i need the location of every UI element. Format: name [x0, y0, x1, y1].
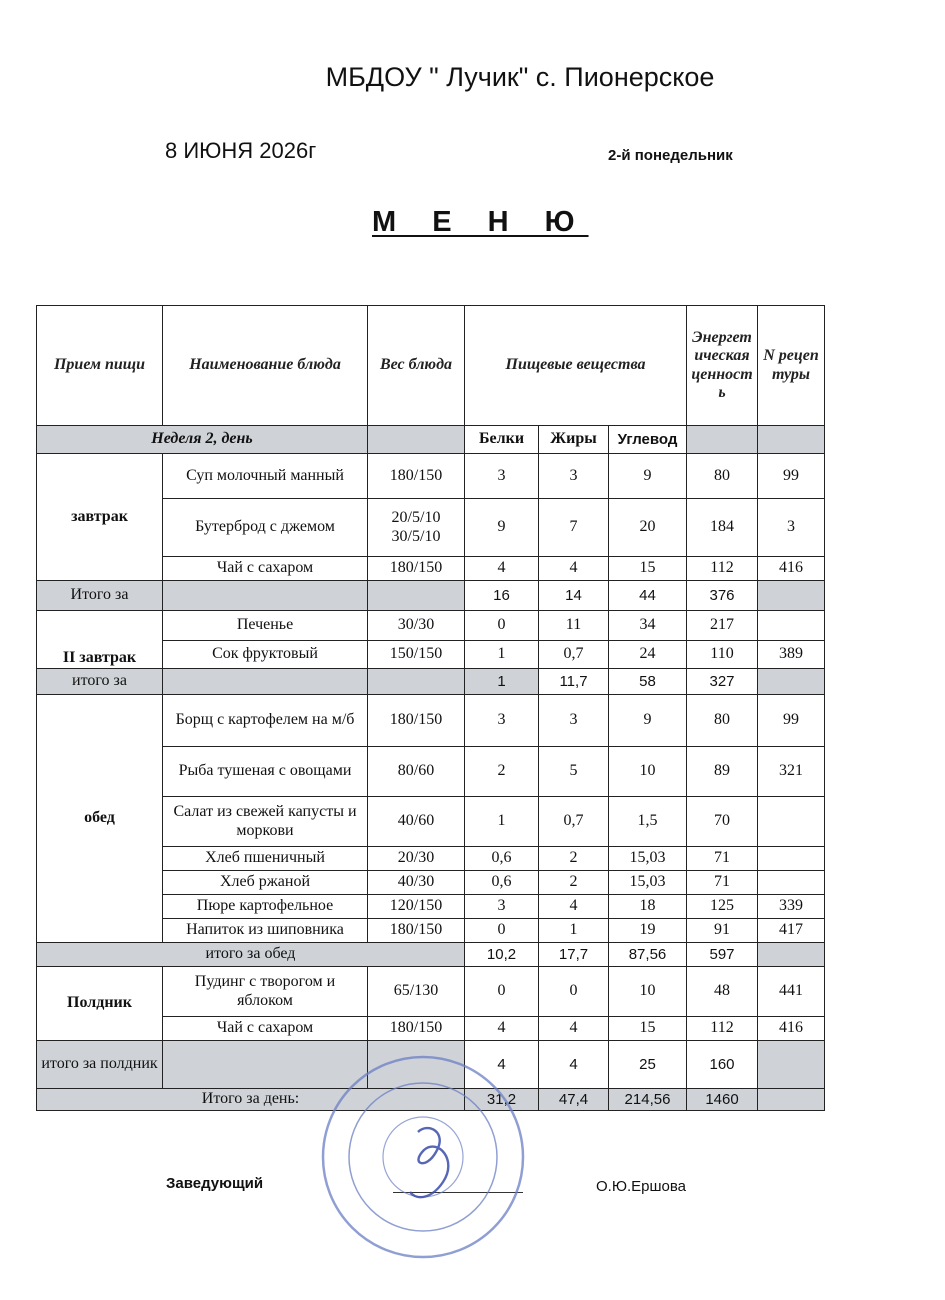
subtotal-label: Итого за — [37, 581, 163, 611]
fat-header: Жиры — [539, 426, 609, 454]
protein-total: 10,2 — [465, 943, 539, 967]
subtotal-row — [37, 581, 825, 611]
dish-weight: 150/150 — [368, 641, 465, 669]
dish-weight: 65/130 — [368, 967, 465, 1017]
org-title: МБДОУ " Лучик" с. Пионерское — [325, 62, 715, 92]
dish-weight: 180/150 — [368, 695, 465, 747]
recipe-number: 3 — [758, 499, 825, 557]
dish-name: Рыба тушеная с овощами — [163, 747, 368, 797]
recipe-number: 389 — [758, 641, 825, 669]
meal-breakfast: завтрак — [37, 454, 163, 581]
recipe-number: 99 — [758, 454, 825, 499]
table-row — [37, 695, 825, 747]
table-row — [37, 967, 825, 1017]
carbs-value: 34 — [609, 611, 687, 641]
header-row — [37, 306, 825, 426]
table-row — [37, 454, 825, 499]
protein-value: 3 — [465, 695, 539, 747]
energy-total: 376 — [687, 581, 758, 611]
fat-total: 4 — [539, 1041, 609, 1089]
dish-weight: 20/30 — [368, 847, 465, 871]
protein-value: 9 — [465, 499, 539, 557]
recipe-number: 321 — [758, 747, 825, 797]
protein-total: 16 — [465, 581, 539, 611]
dish-name: Салат из свежей капусты и моркови — [163, 797, 368, 847]
fat-value: 4 — [539, 557, 609, 581]
carbs-value: 18 — [609, 895, 687, 919]
day-total-blank — [758, 1089, 825, 1111]
protein-header: Белки — [465, 426, 539, 454]
fat-value: 2 — [539, 847, 609, 871]
menu-title: М Е Н Ю — [372, 206, 589, 238]
subtotal-row — [37, 943, 825, 967]
fat-total: 14 — [539, 581, 609, 611]
protein-value: 0 — [465, 967, 539, 1017]
subheader-blank — [758, 426, 825, 454]
energy-total: 1460 — [687, 1089, 758, 1111]
fat-value: 0,7 — [539, 641, 609, 669]
energy-value: 112 — [687, 557, 758, 581]
energy-value: 217 — [687, 611, 758, 641]
dish-name: Напиток из шиповника — [163, 919, 368, 943]
dish-weight — [368, 499, 465, 557]
energy-value: 70 — [687, 797, 758, 847]
energy-value: 71 — [687, 871, 758, 895]
dish-name: Печенье — [163, 611, 368, 641]
protein-value: 0,6 — [465, 847, 539, 871]
recipe-number: 99 — [758, 695, 825, 747]
signature-scribble — [410, 1128, 448, 1197]
protein-value: 2 — [465, 747, 539, 797]
subtotal-label: итого за полдник — [37, 1041, 163, 1089]
dish-weight: 40/60 — [368, 797, 465, 847]
energy-value: 110 — [687, 641, 758, 669]
energy-value: 184 — [687, 499, 758, 557]
header-nutrients: Пищевые вещества — [465, 306, 687, 426]
header-energy: Энергетическая ценность — [687, 306, 758, 426]
dish-name: Чай с сахаром — [163, 557, 368, 581]
dish-name: Хлеб пшеничный — [163, 847, 368, 871]
fat-total: 11,7 — [539, 669, 609, 695]
meal-snack: Полдник — [37, 967, 163, 1041]
carbs-total: 58 — [609, 669, 687, 695]
dish-name: Чай с сахаром — [163, 1017, 368, 1041]
dish-name: Борщ с картофелем на м/б — [163, 695, 368, 747]
recipe-number — [758, 797, 825, 847]
dish-name: Бутерброд с джемом — [163, 499, 368, 557]
dish-name: Сок фруктовый — [163, 641, 368, 669]
fat-value: 1 — [539, 919, 609, 943]
dish-name: Пудинг с творогом и яблоком — [163, 967, 368, 1017]
meal-second-breakfast: II завтрак — [37, 611, 163, 669]
dish-weight: 180/150 — [368, 557, 465, 581]
subheader-row — [37, 426, 825, 454]
carbs-total: 44 — [609, 581, 687, 611]
header-weight: Вес блюда — [368, 306, 465, 426]
header-dish: Наименование блюда — [163, 306, 368, 426]
protein-value: 1 — [465, 641, 539, 669]
dish-weight: 180/150 — [368, 919, 465, 943]
protein-total: 31,2 — [465, 1089, 539, 1111]
header-meal: Прием пищи — [37, 306, 163, 426]
carbs-value: 9 — [609, 454, 687, 499]
carbs-value: 10 — [609, 747, 687, 797]
fat-value: 7 — [539, 499, 609, 557]
protein-value: 3 — [465, 895, 539, 919]
seal-stamp — [318, 1052, 528, 1262]
protein-value: 0,6 — [465, 871, 539, 895]
dish-weight: 120/150 — [368, 895, 465, 919]
carbs-value: 15 — [609, 1017, 687, 1041]
dish-name: Пюре картофельное — [163, 895, 368, 919]
protein-value: 1 — [465, 797, 539, 847]
carbs-value: 9 — [609, 695, 687, 747]
dish-weight: 180/150 — [368, 454, 465, 499]
dish-weight-line: 20/5/10 — [391, 509, 441, 527]
subtotal-blank — [368, 581, 465, 611]
protein-total: 4 — [465, 1041, 539, 1089]
carbs-total: 214,56 — [609, 1089, 687, 1111]
subtotal-label: итого за — [37, 669, 163, 695]
fat-value: 3 — [539, 695, 609, 747]
subtotal-blank — [163, 581, 368, 611]
carbs-value: 15,03 — [609, 871, 687, 895]
energy-total: 327 — [687, 669, 758, 695]
carbs-value: 19 — [609, 919, 687, 943]
fat-total: 47,4 — [539, 1089, 609, 1111]
recipe-number — [758, 871, 825, 895]
recipe-number — [758, 611, 825, 641]
energy-value: 80 — [687, 454, 758, 499]
dish-weight: 30/30 — [368, 611, 465, 641]
carbs-value: 24 — [609, 641, 687, 669]
carbs-header: Углевод — [609, 426, 687, 454]
subtotal-blank — [758, 581, 825, 611]
subtotal-blank — [758, 669, 825, 695]
subtotal-blank — [163, 669, 368, 695]
dish-weight: 180/150 — [368, 1017, 465, 1041]
subheader-blank — [368, 426, 465, 454]
header-recipe: N рецептуры — [758, 306, 825, 426]
dish-weight: 80/60 — [368, 747, 465, 797]
dish-weight-line: 30/5/10 — [391, 527, 441, 545]
carbs-total: 25 — [609, 1041, 687, 1089]
table-row — [37, 611, 825, 641]
subtotal-row — [37, 669, 825, 695]
fat-value: 4 — [539, 1017, 609, 1041]
signer-label: Заведующий — [166, 1175, 264, 1192]
subtotal-blank — [758, 943, 825, 967]
carbs-value: 20 — [609, 499, 687, 557]
recipe-number: 416 — [758, 557, 825, 581]
fat-value: 3 — [539, 454, 609, 499]
dish-name: Хлеб ржаной — [163, 871, 368, 895]
recipe-number: 441 — [758, 967, 825, 1017]
fat-total: 17,7 — [539, 943, 609, 967]
energy-total: 160 — [687, 1041, 758, 1089]
fat-value: 5 — [539, 747, 609, 797]
dish-weight: 40/30 — [368, 871, 465, 895]
energy-value: 89 — [687, 747, 758, 797]
subtotal-blank — [368, 669, 465, 695]
protein-value: 0 — [465, 919, 539, 943]
recipe-number: 339 — [758, 895, 825, 919]
day-total-label: Итого за день: — [37, 1089, 465, 1111]
fat-value: 4 — [539, 895, 609, 919]
protein-total: 1 — [465, 669, 539, 695]
fat-value: 11 — [539, 611, 609, 641]
energy-total: 597 — [687, 943, 758, 967]
menu-date: 8 ИЮНЯ 2026г — [165, 138, 317, 163]
energy-value: 125 — [687, 895, 758, 919]
recipe-number: 417 — [758, 919, 825, 943]
protein-value: 4 — [465, 557, 539, 581]
subtotal-blank — [758, 1041, 825, 1089]
fat-value: 0 — [539, 967, 609, 1017]
protein-value: 4 — [465, 1017, 539, 1041]
signer-name: О.Ю.Ершова — [596, 1178, 687, 1195]
energy-value: 71 — [687, 847, 758, 871]
recipe-number — [758, 847, 825, 871]
protein-value: 3 — [465, 454, 539, 499]
day-name: 2-й понедельник — [608, 147, 733, 164]
menu-table — [36, 305, 825, 1111]
carbs-value: 10 — [609, 967, 687, 1017]
recipe-number: 416 — [758, 1017, 825, 1041]
carbs-total: 87,56 — [609, 943, 687, 967]
protein-value: 0 — [465, 611, 539, 641]
carbs-value: 15,03 — [609, 847, 687, 871]
week-label: Неделя 2, день — [37, 426, 368, 454]
carbs-value: 15 — [609, 557, 687, 581]
subtotal-label: итого за обед — [37, 943, 465, 967]
fat-value: 2 — [539, 871, 609, 895]
meal-lunch: обед — [37, 695, 163, 943]
energy-value: 48 — [687, 967, 758, 1017]
fat-value: 0,7 — [539, 797, 609, 847]
carbs-value: 1,5 — [609, 797, 687, 847]
energy-value: 80 — [687, 695, 758, 747]
dish-name: Суп молочный манный — [163, 454, 368, 499]
energy-value: 91 — [687, 919, 758, 943]
energy-value: 112 — [687, 1017, 758, 1041]
subheader-blank — [687, 426, 758, 454]
